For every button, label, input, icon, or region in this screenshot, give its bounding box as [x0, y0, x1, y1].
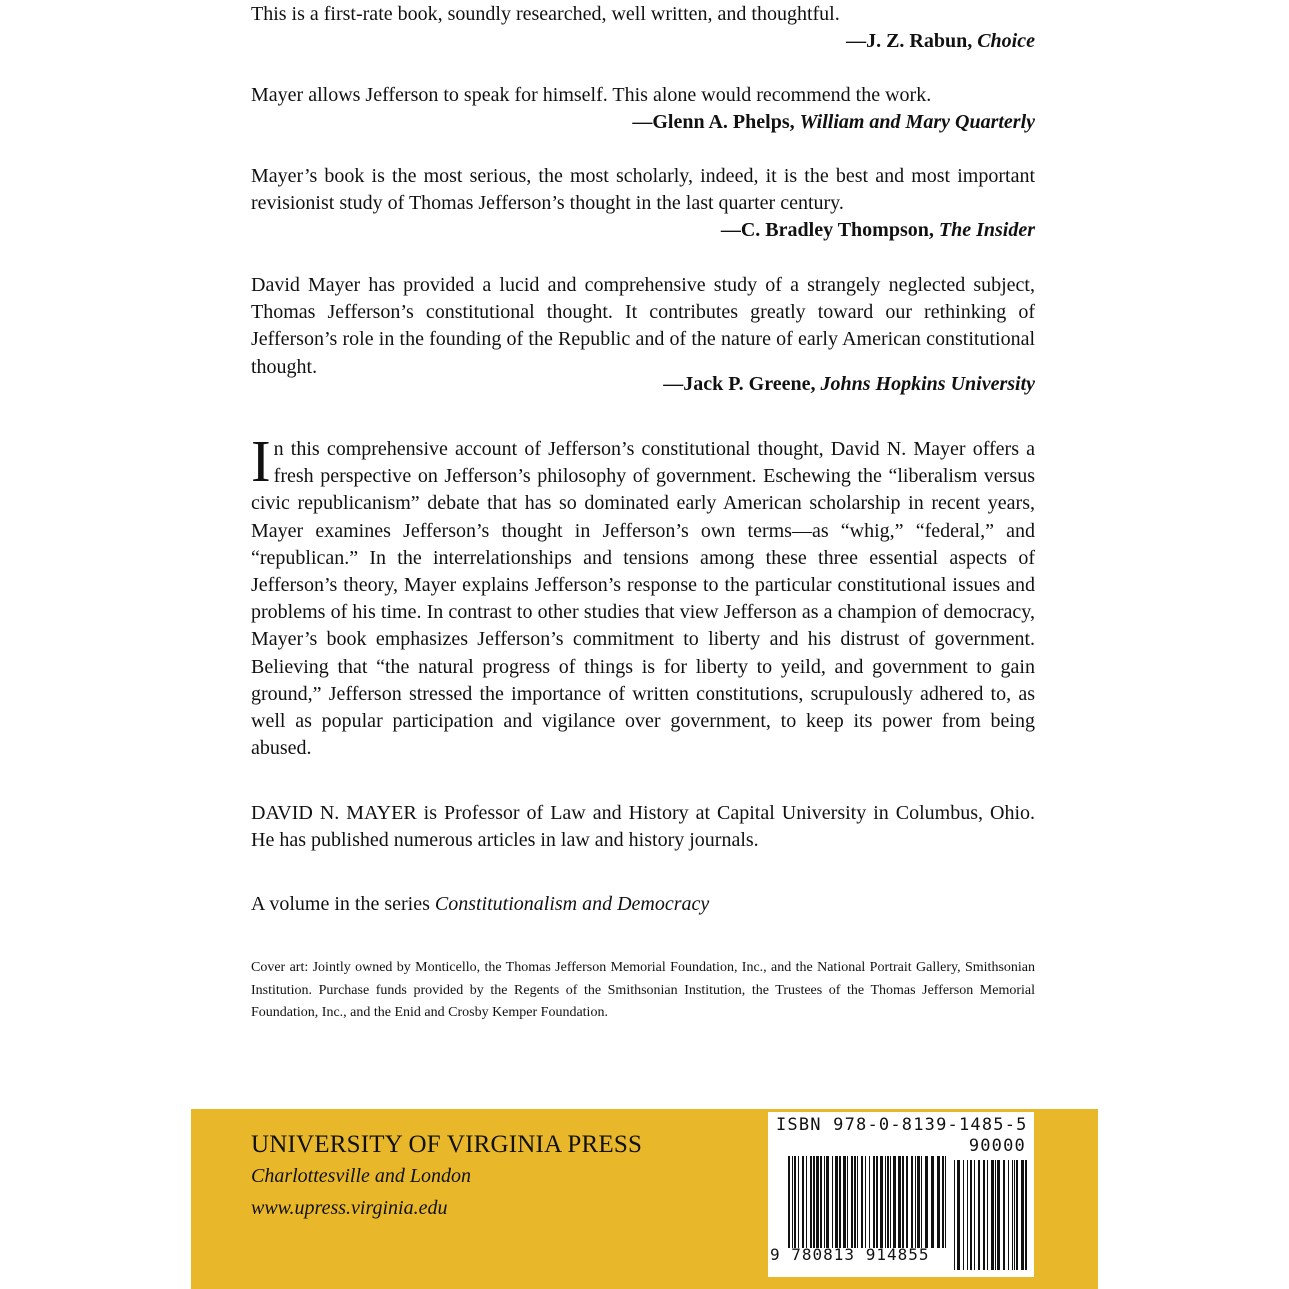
review-author: —C. Bradley Thompson,: [720, 219, 939, 242]
barcode-bar: [876, 1156, 878, 1248]
review-attribution: [251, 217, 1035, 244]
barcode-bar: [898, 1156, 901, 1248]
isbn-barcode: [768, 1112, 1034, 1277]
barcode-bar: [806, 1156, 807, 1248]
barcode-bar: [839, 1156, 841, 1248]
publisher-band: [191, 1109, 1098, 1289]
barcode-bar: [847, 1156, 848, 1248]
barcode-bar: [917, 1156, 920, 1248]
addon-bar: [1008, 1160, 1009, 1270]
cover-art-text: Cover art: Jointly owned by Monticello, the Thomas Jefferson Memorial Foundation, Inc., and the National Portrait Gallery, Smithsonian Institution. Purchase funds provided by the Regents of the Smithsonian Institution, the Trustees of the Thomas Jefferson Memorial Foundation, Inc., and the Enid and Crosby Kemper Foundation.: [251, 960, 1035, 1020]
review-attribution: [251, 28, 1035, 55]
addon-bar: [1014, 1160, 1015, 1270]
barcode-bar: [835, 1156, 838, 1248]
addon-bar: [967, 1160, 968, 1270]
barcode-bar: [873, 1156, 875, 1248]
review-source: The Insider: [938, 219, 1035, 242]
review-text: Mayer’s book is the most serious, the most scholarly, indeed, it is the best and most important revisionist study of Thomas Jefferson’s thought in the last quarter century.: [251, 165, 1035, 215]
addon-bar: [997, 1160, 1000, 1270]
review-author: —Jack P. Greene,: [663, 372, 821, 395]
addon-bar: [1012, 1160, 1013, 1270]
barcode-bar: [820, 1156, 822, 1248]
barcode-bar: [887, 1156, 889, 1248]
barcode-bar: [890, 1156, 891, 1248]
barcode-bar: [865, 1156, 866, 1248]
barcode-bar: [798, 1156, 799, 1248]
addon-bar: [954, 1160, 955, 1270]
addon-bar: [1025, 1160, 1027, 1270]
series-prefix: A volume in the series: [251, 893, 435, 915]
publisher-name: UNIVERSITY OF VIRGINIA PRESS: [251, 1131, 643, 1158]
description-body: n this comprehensive account of Jefferson’s constitutional thought, David N. Mayer offers a fresh perspective on Jefferson’s philosophy of government. Eschewing the “liberalism versus civic republicanism” debate that has so dominated early American scholarship in recent years, Mayer examines Jefferson’s thought in Jefferson’s own terms—as “whig,” “federal,” and “republican.” In the interrelationships and tensions among these three essential aspects of Jefferson’s theory, Mayer explains Jefferson’s response to the particular constitutional issues and problems of his time. In contrast to other studies that view Jefferson as a champion of democracy, Mayer’s book emphasizes Jefferson’s commitment to liberty and his distrust of government. Believing that “the natural progress of things is for liberty to yeild, and government to gain ground,” Jefferson stressed the importance of written constitutions, scrupulously adhered to, as well as popular participation and vigilance over government, to keep its power from being abused.: [251, 438, 1035, 760]
barcode-bar: [826, 1156, 829, 1248]
publisher-website: www.upress.virginia.edu: [251, 1197, 448, 1219]
book-description: [251, 428, 1035, 762]
addon-bar: [991, 1160, 994, 1270]
barcode-bar: [843, 1156, 846, 1248]
barcode-bar: [802, 1156, 804, 1248]
barcode-bar: [885, 1156, 886, 1248]
barcode-bar: [925, 1156, 928, 1248]
addon-bar: [987, 1160, 988, 1270]
barcode-bar: [788, 1156, 790, 1248]
barcode-bar: [911, 1156, 913, 1248]
barcode-bar: [810, 1156, 812, 1248]
barcode-bar: [824, 1156, 825, 1248]
barcode-bar: [921, 1156, 922, 1248]
barcode-bar: [906, 1156, 908, 1248]
barcode-bar: [794, 1156, 796, 1248]
publisher-location: Charlottesville and London: [251, 1165, 471, 1187]
review-2: [251, 82, 1035, 136]
barcode-bar: [893, 1156, 896, 1248]
barcode-bar: [832, 1156, 833, 1248]
barcode-bar: [945, 1156, 946, 1248]
review-text: David Mayer has provided a lucid and comprehensive study of a strangely neglected subject, Thomas Jefferson’s constitutional thought. It contributes greatly toward our rethinking of Jefferson’s role in the founding of the Republic and of the nature of early American constitutional thought.: [251, 274, 1035, 378]
description-text: [251, 428, 1035, 762]
review-source: Choice: [977, 30, 1035, 53]
addon-bar: [995, 1160, 996, 1270]
barcode-bar: [915, 1156, 916, 1248]
barcode-bar: [942, 1156, 944, 1248]
review-attribution: [251, 371, 1035, 398]
series-note: [251, 891, 1035, 918]
series-line: [251, 891, 1035, 918]
review-author: —Glenn A. Phelps,: [632, 111, 800, 134]
price-addon: 90000: [968, 1136, 1026, 1156]
review-1: [251, 1, 1035, 55]
author-bio-text: DAVID N. MAYER is Professor of Law and History at Capital University in Columbus, Ohio. He has published numerous articles in law and history journals.: [251, 802, 1035, 852]
review-source: William and Mary Quarterly: [799, 111, 1035, 134]
addon-bar: [974, 1160, 975, 1270]
series-title: Constitutionalism and Democracy: [434, 893, 710, 915]
barcode-bar: [792, 1156, 793, 1248]
addon-bar: [1003, 1160, 1005, 1270]
review-text: This is a first-rate book, soundly researched, well written, and thoughtful.: [251, 3, 840, 25]
cover-art-credit: [251, 957, 1035, 1025]
addon-bar: [978, 1160, 980, 1270]
barcode-bar: [816, 1156, 819, 1248]
barcode-bar: [880, 1156, 883, 1248]
barcode-bar: [813, 1156, 815, 1248]
barcode-bar: [857, 1156, 858, 1248]
barcode-bar: [931, 1156, 934, 1248]
review-source: Johns Hopkins University: [820, 372, 1035, 395]
barcode-bar: [902, 1156, 904, 1248]
barcode-bar: [851, 1156, 853, 1248]
review-attribution: [251, 109, 1035, 136]
addon-bar: [957, 1160, 960, 1270]
review-text: Mayer allows Jefferson to speak for himself. This alone would recommend the work.: [251, 84, 932, 106]
barcode-bar: [869, 1156, 870, 1248]
addon-bar: [1016, 1160, 1018, 1270]
barcode-bar: [937, 1156, 940, 1248]
addon-bar: [983, 1160, 985, 1270]
addon-bar: [963, 1160, 964, 1270]
addon-bar: [970, 1160, 972, 1270]
author-bio: [251, 800, 1035, 854]
isbn-number: ISBN 978-0-8139-1485-5: [776, 1115, 1028, 1135]
review-3: [251, 163, 1035, 244]
ean-number: 9 780813 914855: [770, 1245, 930, 1264]
review-author: —J. Z. Rabun,: [846, 30, 978, 53]
barcode-bar: [861, 1156, 863, 1248]
barcode-bar: [854, 1156, 856, 1248]
review-4: [251, 272, 1035, 398]
drop-cap: I: [251, 428, 271, 494]
addon-bar: [1021, 1160, 1024, 1270]
